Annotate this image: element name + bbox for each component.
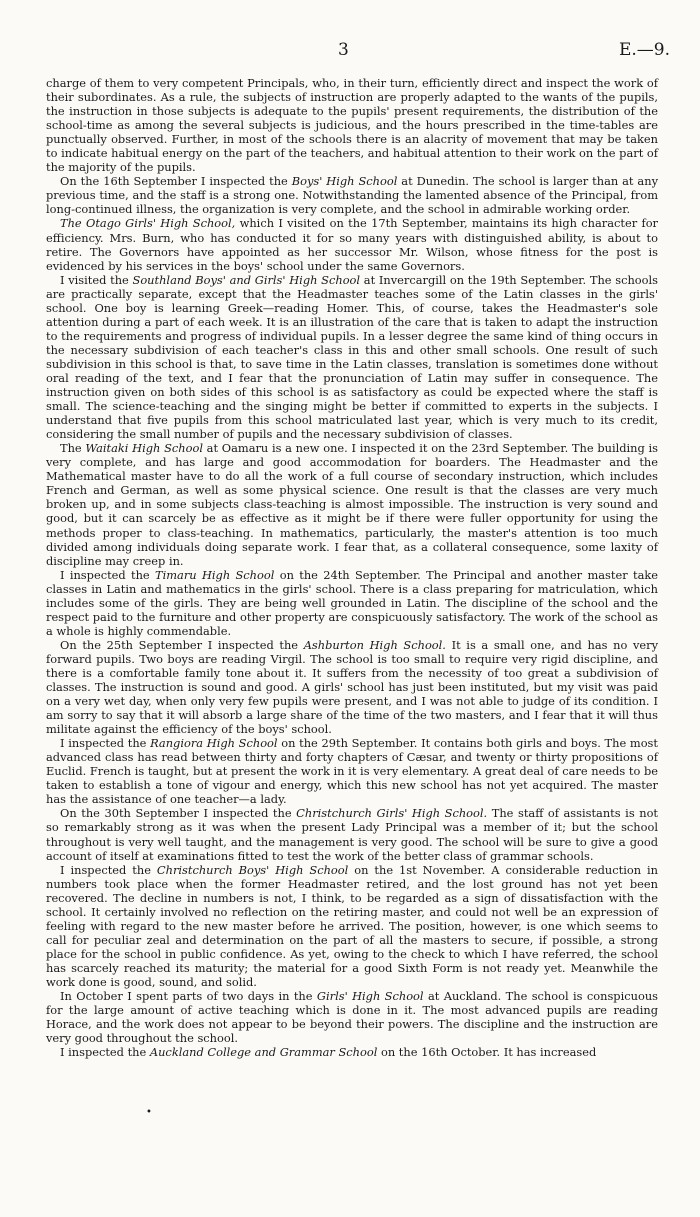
paragraph [46,863,658,989]
text-run: I inspected the [60,862,157,877]
italic-school-name: Ashburton High School. [303,637,446,652]
text-run: on the 1st November. A considerable reduction in numbers took place when the former Headmaster retired, and the lost ground has not yet been recovered. The decline in numbers is not, I think, to be regarded as a sign of dissatisfaction with the school. It certainly involved no reflection on the retiring master, and could not well be an expression of feeling with regard to the new master before he arrived. The position, however, is one which seems to call for peculiar zeal and determination on the part of all the masters to secure, if possible, a strong place for the school in public confidence. As yet, owing to the check to which I have referred, the school has scarcely reached its maturity; the material for a good Sixth Form is not ready yet. Meanwhile the work done is good, sound, and solid. [46,862,658,989]
italic-school-name: Girls' High School [316,989,424,1004]
text-run: charge of them to very competent Principals, who, in their turn, efficiently direct and inspect the work of their subordinates. As a rule, the subjects of instruction are properly adapted to the wants of the pupils, the instruction in those subjects is adequate to the pupils' present requirements, the distribution of the school-time as among the several subjects is judicious, and the hours prescribed in the time-tables are punctually observed. Further, in most of the schools there is an alacrity of movement that may be taken to indicate habitual energy on the part of the teachers, and habitual attention to their work on the part of the majority of the pupils. [46,76,658,175]
paragraph [46,76,658,174]
italic-school-name: Christchurch Boys' High School [156,862,349,877]
page-number: 3 [338,40,349,60]
text-run: On the 30th September I inspected the [60,806,297,821]
page-header [0,40,700,64]
paragraph [46,638,658,736]
document-code: E.—9. [618,40,670,60]
text-run: at Oamaru is a new one. I inspected it on the 23rd September. The building is very complete, and has large and good accommodation for boarders. The Headmaster and the Mathematical master have to do all the work of a full course of secondary instruction, which includes French and German, as well as some physical science. One result is that the classes are very much broken up, and in some subjects class-teaching is almost impossible. The instruction is very sound and good, but it can scarcely be as effective as it might be if there were fuller opportunity for using the methods proper to class-teaching. In mathematics, particularly, the master's attention is too much divided among individuals doing separate work. I fear that, as a collateral consequence, some laxity of discipline may creep in. [46,441,658,568]
text-run: on the 16th October. It has increased [377,1045,597,1060]
italic-school-name: Rangiora High School [150,736,278,751]
text-run: at Invercargill on the 19th September. The schools are practically separate, except that the Headmaster teaches some of the Latin classes in the girls' school. One boy is learning Greek—reading Homer. This, of course, takes the Headmaster's sole attention during a part of each week. It is an illustration of the care that is taken to adapt the instruction to the requirements and progress of individual pupils. In a lesser degree the same kind of thing occurs in the necessary subdivision of each teacher's class in this and other small schools. One result of such subdivision in this school is that, to save time in the Latin classes, translation is sometimes done without oral reading of the text, and I fear that the pronunciation of Latin may suffer in consequence. The instruction given on both sides of this school is as satisfactory as could be expected where the staff is small. The science-teaching and the singing might be better if committed to experts in the subjects. I understand that five pupils from this school matriculated last year, which is very much to its credit, considering the small number of pupils and the necessary subdivision of classes. [46,272,659,442]
paragraph [46,441,658,567]
italic-school-name: Christchurch Girls' High School. [296,806,488,821]
paragraph [46,806,658,862]
italic-school-name: The Otago Girls' High School, [60,216,236,231]
text-run: which I visited on the 17th September, maintains its high character for efficiency. Mrs. Burn, who has conducted it for so many years with distinguished ability, is about to retire. The Governors have appointed as her successor Mr. Wilson, whose fitness for the post is evidenced by his services in the boys' school under the same Governors. [46,216,658,273]
text-run: On the 25th September I inspected the [60,637,304,652]
text-run: I inspected the [60,1045,150,1060]
text-run: I inspected the [60,567,156,582]
text-run: at Auckland. The school is conspicuous for the large amount of active teaching which is done in it. The most advanced pupils are reading Horace, and the work does not appear to be beyond their powers. The discipline and the instruction are very good throughout the school. [46,989,658,1046]
text-run: on the 29th September. It contains both girls and boys. The most advanced class has read between thirty and forty chapters of Cæsar, and twenty or thirty propositions of Euclid. French is taught, but at present the work in it is very elementary. A great deal of care needs to be taken to establish a tone of vigour and energy, which this new school has not yet acquired. The master has the assistance of one teacher—a lady. [46,736,658,807]
text-run: at Dunedin. The school is larger than at any previous time, and the staff is a strong one. Notwithstanding the lamented absence of the Principal, from long-continued illness, the organization is very complete, and the school in admirable working order. [46,174,658,217]
text-run: I inspected the [60,736,151,751]
paragraph [46,736,658,806]
text-run: on the 24th September. The Principal and another master take classes in Latin and mathematics in the girls' school. There is a class preparing for matriculation, which includes some of the girls. They are being well grounded in Latin. The discipline of the school and the respect paid to the furniture and other property are conspicuously satisfactory. The work of the school as a whole is highly commendable. [46,567,659,638]
text-run: It is a small one, and has no very forward pupils. Two boys are reading Virgil. The school is too small to require very rigid discipline, and there is a comfortable family tone about it. It suffers from the necessity of too great a subdivision of classes. The instruction is sound and good. A girls' school has just been instituted, but my visit was paid on a very wet day, when only very few pupils were present, and I was not able to judge of its condition. I am sorry to say that it will absorb a large share of the time of the two masters, and I fear that it will thus militate against the efficiency of the boys' school. [46,637,659,737]
stray-mark: • [146,1107,152,1118]
paragraph [46,989,658,1045]
document-body [46,76,658,1059]
paragraph [46,1045,658,1059]
text-run: The staff of assistants is not so remarkably strong as it was when the present Lady Principal was a member of it; but the school throughout is very well taught, and the management is very good. The school will be sure to give a good account of itself at examinations fitted to test the work of the better class of grammar schools. [46,806,659,863]
italic-school-name: Waitaki High School [85,441,203,456]
italic-school-name: Auckland College and Grammar School [149,1045,378,1060]
text-run: The [60,441,86,456]
italic-school-name: Boys' High School [291,174,398,189]
paragraph [46,568,658,638]
text-run: In October I spent parts of two days in the [60,989,317,1004]
paragraph [46,273,658,442]
paragraph [46,174,658,216]
text-run: I visited the [60,272,133,287]
italic-school-name: Southland Boys' and Girls' High School [132,272,361,287]
text-run: On the 16th September I inspected the [60,174,292,189]
italic-school-name: Timaru High School [155,567,275,582]
paragraph [46,216,658,272]
